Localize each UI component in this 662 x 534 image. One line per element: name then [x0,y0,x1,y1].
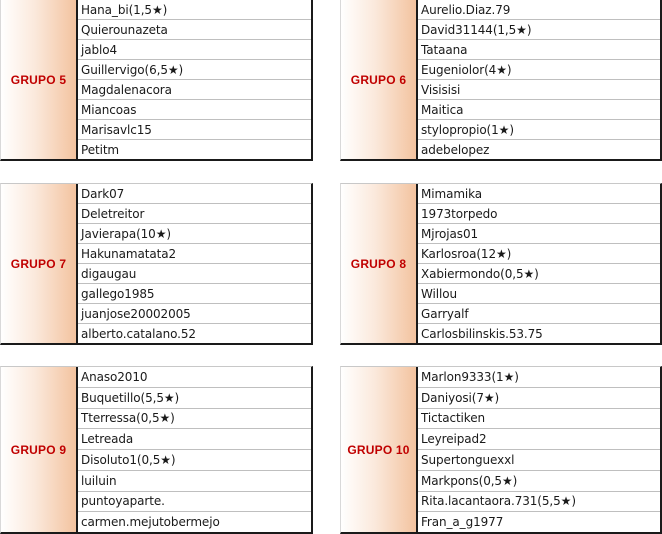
member-row: puntoyaparte. [78,492,311,513]
member-row: alberto.catalano.52 [81,326,196,341]
group-10-table [340,366,662,534]
member-row: Karlosroa(12★) [418,244,660,264]
group-label: GRUPO 8 [350,256,407,271]
member-row: Marisavlc15 [78,120,311,140]
member-row: Anaso2010 [78,367,311,388]
member-row: 1973torpedo [418,204,660,224]
member-row: Mjrojas01 [418,224,660,244]
member-row: Mimamika [418,184,660,204]
member-row: stylopropio(1★) [418,120,660,140]
member-row: Magdalenacora [78,80,311,100]
member-row: Garryalf [418,304,660,324]
member-row: Hana_bi(1,5★) [78,0,311,20]
group-label: GRUPO 6 [350,72,407,87]
member-row: adebelopez [421,142,490,157]
member-row: Rita.lacantaora.731(5,5★) [418,492,660,513]
member-row: Petitm [81,142,120,157]
member-row: Javierapa(10★) [78,224,311,244]
member-row: gallego1985 [78,284,311,304]
member-row: Letreada [78,429,311,450]
member-row: juanjose20002005 [78,304,311,324]
member-row: Dark07 [78,184,311,204]
member-row: Quierounazeta [78,20,311,40]
group-8-table [340,183,662,345]
member-row: Fran_a_g1977 [421,515,504,530]
member-row: Tataana [418,40,660,60]
member-row: Buquetillo(5,5★) [78,388,311,409]
member-row: Markpons(0,5★) [418,471,660,492]
member-row: digaugau [78,264,311,284]
group-7-table [0,183,313,345]
member-row: Visisisi [418,80,660,100]
member-row: jablo4 [78,40,311,60]
member-row: Marlon9333(1★) [418,367,660,388]
member-row: Eugeniolor(4★) [418,60,660,80]
member-row: carmen.mejutobermejo [81,515,220,530]
group-label-cell [1,367,78,532]
member-row: Supertonguexxl [418,450,660,471]
member-row: Maitica [418,100,660,120]
group-label: GRUPO 7 [10,256,67,271]
group-label-cell [1,0,78,159]
member-row: Disoluto1(0,5★) [78,450,311,471]
member-row: Xabiermondo(0,5★) [418,264,660,284]
group-label: GRUPO 5 [10,72,67,87]
member-row: Aurelio.Diaz.79 [418,0,660,20]
group-5-table [0,0,313,161]
group-label-cell [341,0,418,159]
group-9-table [0,366,313,534]
member-row: Willou [418,284,660,304]
member-row: David31144(1,5★) [418,20,660,40]
member-row: Carlosbilinskis.53.75 [421,326,543,341]
group-6-table [340,0,662,161]
member-row: Leyreipad2 [418,429,660,450]
member-row: Miancoas [78,100,311,120]
member-row: Tictactiken [418,409,660,430]
group-label-cell [341,184,418,343]
member-row: luiluin [78,471,311,492]
group-label: GRUPO 10 [347,442,410,457]
member-row: Tterressa(0,5★) [78,409,311,430]
group-label: GRUPO 9 [10,442,67,457]
group-label-cell [341,367,418,532]
group-label-cell [1,184,78,343]
member-row: Guillervigo(6,5★) [78,60,311,80]
member-row: Deletreitor [78,204,311,224]
member-row: Daniyosi(7★) [418,388,660,409]
member-row: Hakunamatata2 [78,244,311,264]
